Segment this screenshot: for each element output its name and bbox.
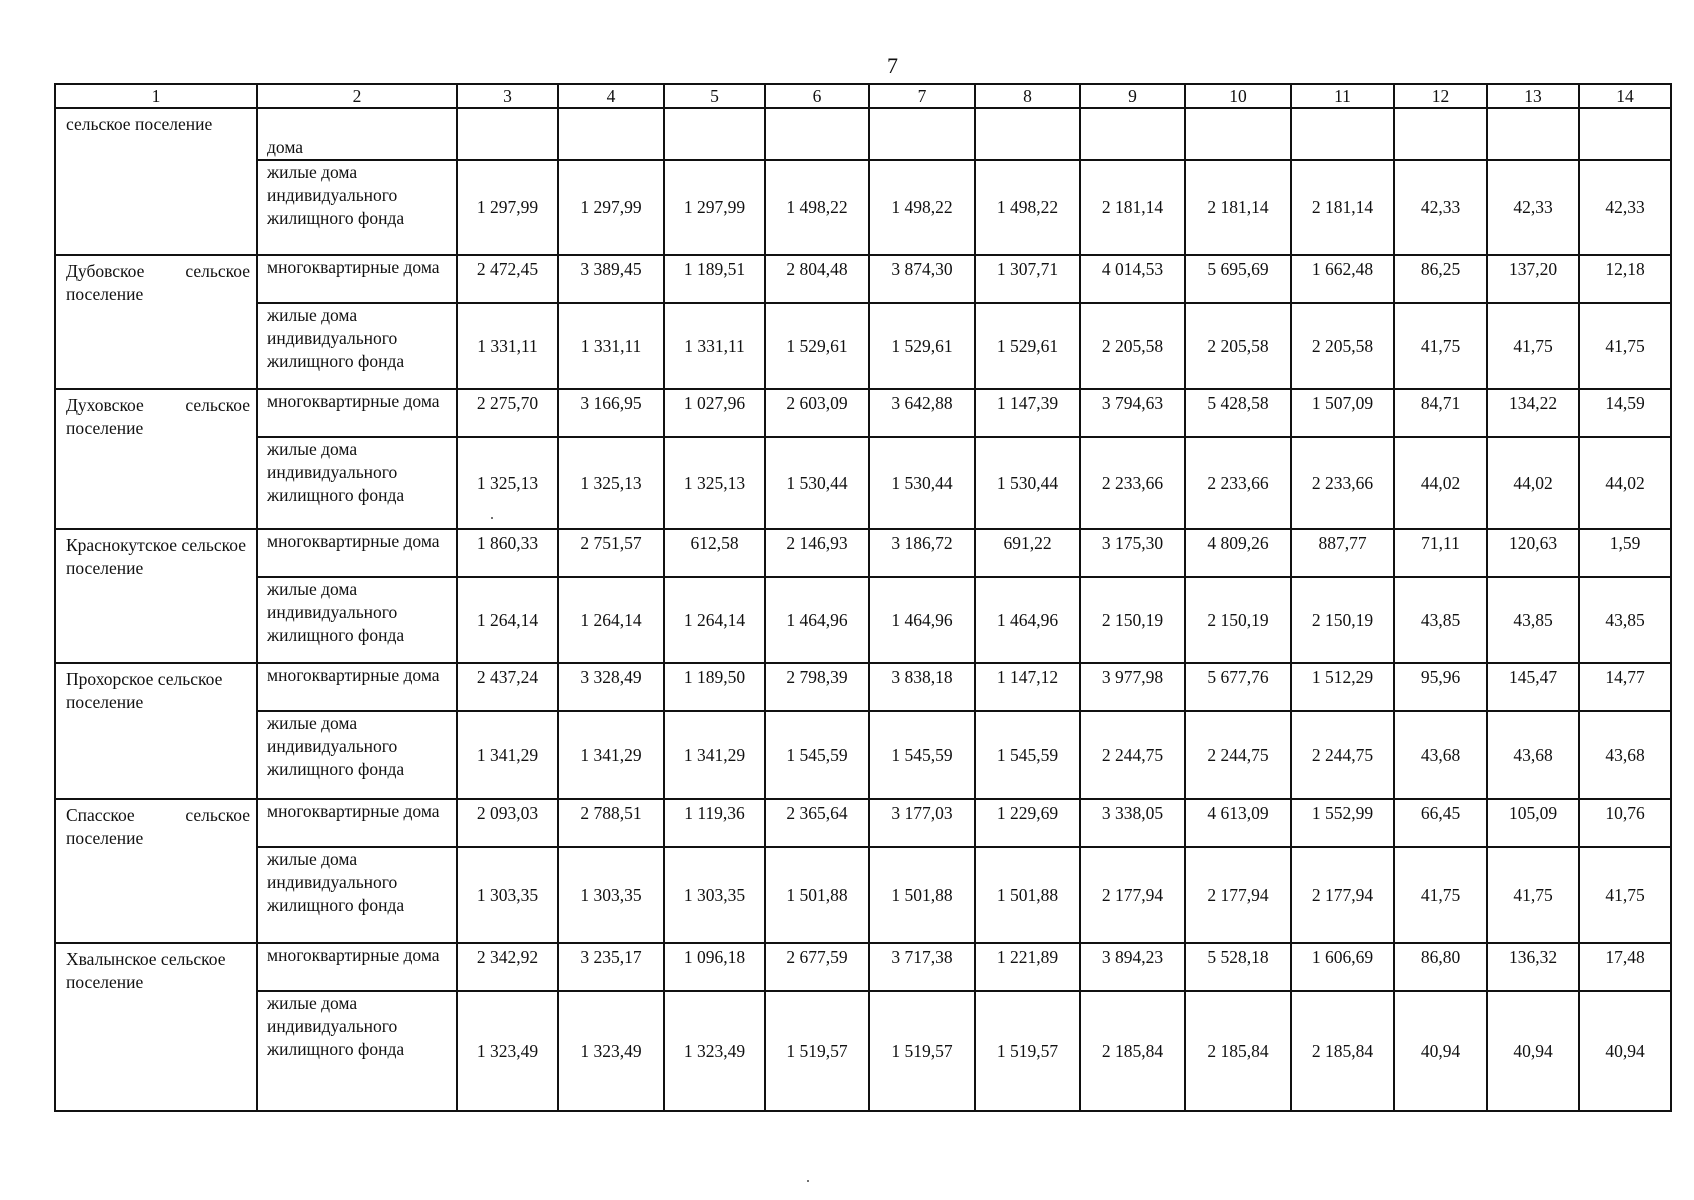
value-cell: 2 804,48 (765, 255, 869, 303)
value-cell: 3 328,49 (558, 663, 664, 711)
value-cell: 1 331,11 (457, 303, 558, 389)
value-cell: 1 464,96 (869, 577, 975, 663)
value-cell: 1 323,49 (457, 991, 558, 1111)
column-header: 10 (1185, 84, 1291, 108)
value-cell: 1 323,49 (664, 991, 765, 1111)
table-row (55, 577, 1671, 663)
value-cell: 1 606,69 (1291, 943, 1394, 991)
value-cell: 43,85 (1487, 577, 1579, 663)
value-cell: 2 205,58 (1291, 303, 1394, 389)
column-header: 4 (558, 84, 664, 108)
value-cell: 691,22 (975, 529, 1080, 577)
value-cell: 1 498,22 (765, 160, 869, 255)
value-cell: 1 323,49 (558, 991, 664, 1111)
header-row (55, 84, 1671, 108)
value-cell: 1 297,99 (558, 160, 664, 255)
value-cell: 1,59 (1579, 529, 1671, 577)
value-cell: 10,76 (1579, 799, 1671, 847)
table-row (55, 303, 1671, 389)
value-cell: 40,94 (1394, 991, 1487, 1111)
value-cell: 86,25 (1394, 255, 1487, 303)
value-cell: 3 794,63 (1080, 389, 1185, 437)
value-cell: 44,02 (1487, 437, 1579, 529)
settlement-name: Хвалынское сельское поселение (55, 943, 257, 1111)
value-cell: 2 150,19 (1185, 577, 1291, 663)
value-cell: 1 341,29 (457, 711, 558, 799)
value-cell: 43,68 (1487, 711, 1579, 799)
column-header: 13 (1487, 84, 1579, 108)
value-cell: 1 264,14 (457, 577, 558, 663)
value-cell: 2 233,66 (1291, 437, 1394, 529)
value-cell: 3 186,72 (869, 529, 975, 577)
value-cell: 3 977,98 (1080, 663, 1185, 711)
value-cell: 86,80 (1394, 943, 1487, 991)
value-cell: 1 498,22 (869, 160, 975, 255)
value-cell: 1 545,59 (975, 711, 1080, 799)
value-cell-empty (1487, 108, 1579, 160)
value-cell: 1 264,14 (664, 577, 765, 663)
value-cell: 2 788,51 (558, 799, 664, 847)
table-row (55, 847, 1671, 943)
table-row (55, 160, 1671, 255)
table-row (55, 799, 1671, 847)
settlement-name: Прохорское сельское поселение (55, 663, 257, 799)
value-cell: 1 303,35 (558, 847, 664, 943)
housing-type: жилые дома индивидуального жилищного фонда (257, 303, 457, 389)
value-cell: 1 501,88 (765, 847, 869, 943)
value-cell-empty (457, 108, 558, 160)
value-cell: 1 501,88 (869, 847, 975, 943)
value-cell: 14,59 (1579, 389, 1671, 437)
page-number: 7 (887, 53, 898, 78)
value-cell: 1 147,39 (975, 389, 1080, 437)
value-cell: 1 662,48 (1291, 255, 1394, 303)
value-cell: 1 529,61 (869, 303, 975, 389)
value-cell-empty (1394, 108, 1487, 160)
column-header: 2 (257, 84, 457, 108)
value-cell-empty (765, 108, 869, 160)
value-cell-empty (975, 108, 1080, 160)
value-cell: 2 185,84 (1080, 991, 1185, 1111)
housing-type: многоквартирные дома (257, 943, 457, 991)
value-cell: 1 303,35 (664, 847, 765, 943)
housing-type: многоквартирные дома (257, 389, 457, 437)
value-cell: 1 530,44 (975, 437, 1080, 529)
table-row (55, 711, 1671, 799)
value-cell: 3 166,95 (558, 389, 664, 437)
value-cell: 1 229,69 (975, 799, 1080, 847)
value-cell: 1 221,89 (975, 943, 1080, 991)
value-cell: 1 512,29 (1291, 663, 1394, 711)
value-cell: 1 545,59 (765, 711, 869, 799)
value-cell: 2 205,58 (1185, 303, 1291, 389)
value-cell: 1 507,09 (1291, 389, 1394, 437)
value-cell: 2 150,19 (1080, 577, 1185, 663)
value-cell: 2 603,09 (765, 389, 869, 437)
value-cell: 1 189,50 (664, 663, 765, 711)
value-cell-empty (869, 108, 975, 160)
value-cell: 3 338,05 (1080, 799, 1185, 847)
value-cell: 2 150,19 (1291, 577, 1394, 663)
scan-speck (491, 517, 493, 519)
value-cell: 1 331,11 (558, 303, 664, 389)
value-cell: 2 146,93 (765, 529, 869, 577)
value-cell: 2 205,58 (1080, 303, 1185, 389)
value-cell: 1 119,36 (664, 799, 765, 847)
value-cell: 41,75 (1487, 303, 1579, 389)
value-cell: 1 860,33 (457, 529, 558, 577)
value-cell: 145,47 (1487, 663, 1579, 711)
value-cell: 41,75 (1579, 303, 1671, 389)
value-cell: 5 428,58 (1185, 389, 1291, 437)
column-header: 7 (869, 84, 975, 108)
value-cell: 1 519,57 (975, 991, 1080, 1111)
column-header: 14 (1579, 84, 1671, 108)
value-cell: 2 181,14 (1291, 160, 1394, 255)
value-cell: 2 177,94 (1291, 847, 1394, 943)
value-cell: 2 244,75 (1291, 711, 1394, 799)
settlement-name: Дубовское сельское поселение (55, 255, 257, 389)
value-cell: 5 528,18 (1185, 943, 1291, 991)
value-cell: 3 717,38 (869, 943, 975, 991)
housing-type: жилые дома индивидуального жилищного фонда (257, 991, 457, 1111)
value-cell: 2 181,14 (1080, 160, 1185, 255)
value-cell: 1 501,88 (975, 847, 1080, 943)
column-header: 1 (55, 84, 257, 108)
housing-type: жилые дома индивидуального жилищного фонда (257, 847, 457, 943)
value-cell-empty (1080, 108, 1185, 160)
value-cell: 41,75 (1394, 303, 1487, 389)
value-cell: 1 325,13 (457, 437, 558, 529)
value-cell: 41,75 (1579, 847, 1671, 943)
housing-type: жилые дома индивидуального жилищного фонда (257, 577, 457, 663)
value-cell: 1 147,12 (975, 663, 1080, 711)
value-cell: 42,33 (1579, 160, 1671, 255)
value-cell: 84,71 (1394, 389, 1487, 437)
settlement-name: Спасское сельское поселение (55, 799, 257, 943)
value-cell: 2 185,84 (1291, 991, 1394, 1111)
value-cell: 2 177,94 (1080, 847, 1185, 943)
settlement-name: Духовское сельское поселение (55, 389, 257, 529)
value-cell: 120,63 (1487, 529, 1579, 577)
table-row (55, 943, 1671, 991)
value-cell: 3 874,30 (869, 255, 975, 303)
settlement-name: Краснокутское сельское поселение (55, 529, 257, 663)
column-header: 9 (1080, 84, 1185, 108)
value-cell: 1 464,96 (975, 577, 1080, 663)
value-cell: 2 275,70 (457, 389, 558, 437)
value-cell: 1 341,29 (664, 711, 765, 799)
value-cell: 1 331,11 (664, 303, 765, 389)
value-cell: 2 365,64 (765, 799, 869, 847)
value-cell: 134,22 (1487, 389, 1579, 437)
housing-type: дома (257, 108, 457, 160)
housing-type: многоквартирные дома (257, 255, 457, 303)
value-cell: 2 093,03 (457, 799, 558, 847)
value-cell: 43,85 (1579, 577, 1671, 663)
column-header: 11 (1291, 84, 1394, 108)
value-cell: 2 437,24 (457, 663, 558, 711)
value-cell: 3 389,45 (558, 255, 664, 303)
column-header: 6 (765, 84, 869, 108)
value-cell: 44,02 (1394, 437, 1487, 529)
value-cell: 2 181,14 (1185, 160, 1291, 255)
value-cell: 2 798,39 (765, 663, 869, 711)
value-cell-empty (558, 108, 664, 160)
column-header: 5 (664, 84, 765, 108)
value-cell: 1 325,13 (558, 437, 664, 529)
table-row (55, 663, 1671, 711)
value-cell: 43,85 (1394, 577, 1487, 663)
column-header: 12 (1394, 84, 1487, 108)
settlement-name: сельское поселение (55, 108, 257, 255)
housing-type: жилые дома индивидуального жилищного фонда (257, 711, 457, 799)
value-cell: 2 677,59 (765, 943, 869, 991)
value-cell: 43,68 (1579, 711, 1671, 799)
value-cell: 1 264,14 (558, 577, 664, 663)
value-cell: 5 695,69 (1185, 255, 1291, 303)
value-cell: 3 235,17 (558, 943, 664, 991)
value-cell: 41,75 (1487, 847, 1579, 943)
value-cell: 12,18 (1579, 255, 1671, 303)
table-row (55, 389, 1671, 437)
value-cell-empty (1579, 108, 1671, 160)
value-cell: 1 297,99 (664, 160, 765, 255)
table-row (55, 529, 1671, 577)
value-cell: 42,33 (1394, 160, 1487, 255)
value-cell: 1 027,96 (664, 389, 765, 437)
value-cell: 2 233,66 (1080, 437, 1185, 529)
value-cell: 2 233,66 (1185, 437, 1291, 529)
value-cell: 2 342,92 (457, 943, 558, 991)
value-cell: 2 185,84 (1185, 991, 1291, 1111)
housing-type: жилые дома индивидуального жилищного фонда (257, 160, 457, 255)
value-cell: 1 464,96 (765, 577, 869, 663)
value-cell: 44,02 (1579, 437, 1671, 529)
value-cell: 95,96 (1394, 663, 1487, 711)
value-cell: 1 552,99 (1291, 799, 1394, 847)
value-cell: 1 189,51 (664, 255, 765, 303)
table-row (55, 437, 1671, 529)
table-row (55, 255, 1671, 303)
value-cell: 1 530,44 (869, 437, 975, 529)
value-cell: 3 838,18 (869, 663, 975, 711)
value-cell: 1 519,57 (765, 991, 869, 1111)
value-cell: 1 529,61 (765, 303, 869, 389)
value-cell: 66,45 (1394, 799, 1487, 847)
value-cell: 2 472,45 (457, 255, 558, 303)
value-cell: 71,11 (1394, 529, 1487, 577)
value-cell: 105,09 (1487, 799, 1579, 847)
value-cell: 136,32 (1487, 943, 1579, 991)
value-cell: 1 341,29 (558, 711, 664, 799)
tariff-table (54, 83, 1672, 1112)
housing-type: многоквартирные дома (257, 799, 457, 847)
column-header: 3 (457, 84, 558, 108)
value-cell: 2 244,75 (1185, 711, 1291, 799)
value-cell-empty (1185, 108, 1291, 160)
housing-type: жилые дома индивидуального жилищного фонда (257, 437, 457, 529)
housing-type: многоквартирные дома (257, 529, 457, 577)
value-cell: 1 307,71 (975, 255, 1080, 303)
value-cell: 43,68 (1394, 711, 1487, 799)
value-cell: 1 529,61 (975, 303, 1080, 389)
value-cell: 42,33 (1487, 160, 1579, 255)
value-cell: 1 519,57 (869, 991, 975, 1111)
value-cell: 3 177,03 (869, 799, 975, 847)
value-cell: 1 498,22 (975, 160, 1080, 255)
value-cell-empty (664, 108, 765, 160)
value-cell: 1 096,18 (664, 943, 765, 991)
value-cell: 4 809,26 (1185, 529, 1291, 577)
table-row (55, 108, 1671, 160)
value-cell: 4 014,53 (1080, 255, 1185, 303)
value-cell: 1 545,59 (869, 711, 975, 799)
value-cell: 1 303,35 (457, 847, 558, 943)
value-cell: 887,77 (1291, 529, 1394, 577)
value-cell: 1 530,44 (765, 437, 869, 529)
value-cell: 5 677,76 (1185, 663, 1291, 711)
column-header: 8 (975, 84, 1080, 108)
value-cell: 40,94 (1579, 991, 1671, 1111)
value-cell: 1 297,99 (457, 160, 558, 255)
value-cell: 2 751,57 (558, 529, 664, 577)
value-cell: 3 894,23 (1080, 943, 1185, 991)
value-cell: 612,58 (664, 529, 765, 577)
value-cell: 3 175,30 (1080, 529, 1185, 577)
value-cell: 2 177,94 (1185, 847, 1291, 943)
table-row (55, 991, 1671, 1111)
value-cell: 40,94 (1487, 991, 1579, 1111)
value-cell: 17,48 (1579, 943, 1671, 991)
value-cell: 41,75 (1394, 847, 1487, 943)
value-cell: 1 325,13 (664, 437, 765, 529)
value-cell: 3 642,88 (869, 389, 975, 437)
value-cell: 14,77 (1579, 663, 1671, 711)
value-cell-empty (1291, 108, 1394, 160)
housing-type: многоквартирные дома (257, 663, 457, 711)
scan-speck (807, 1180, 809, 1182)
value-cell: 2 244,75 (1080, 711, 1185, 799)
value-cell: 4 613,09 (1185, 799, 1291, 847)
value-cell: 137,20 (1487, 255, 1579, 303)
